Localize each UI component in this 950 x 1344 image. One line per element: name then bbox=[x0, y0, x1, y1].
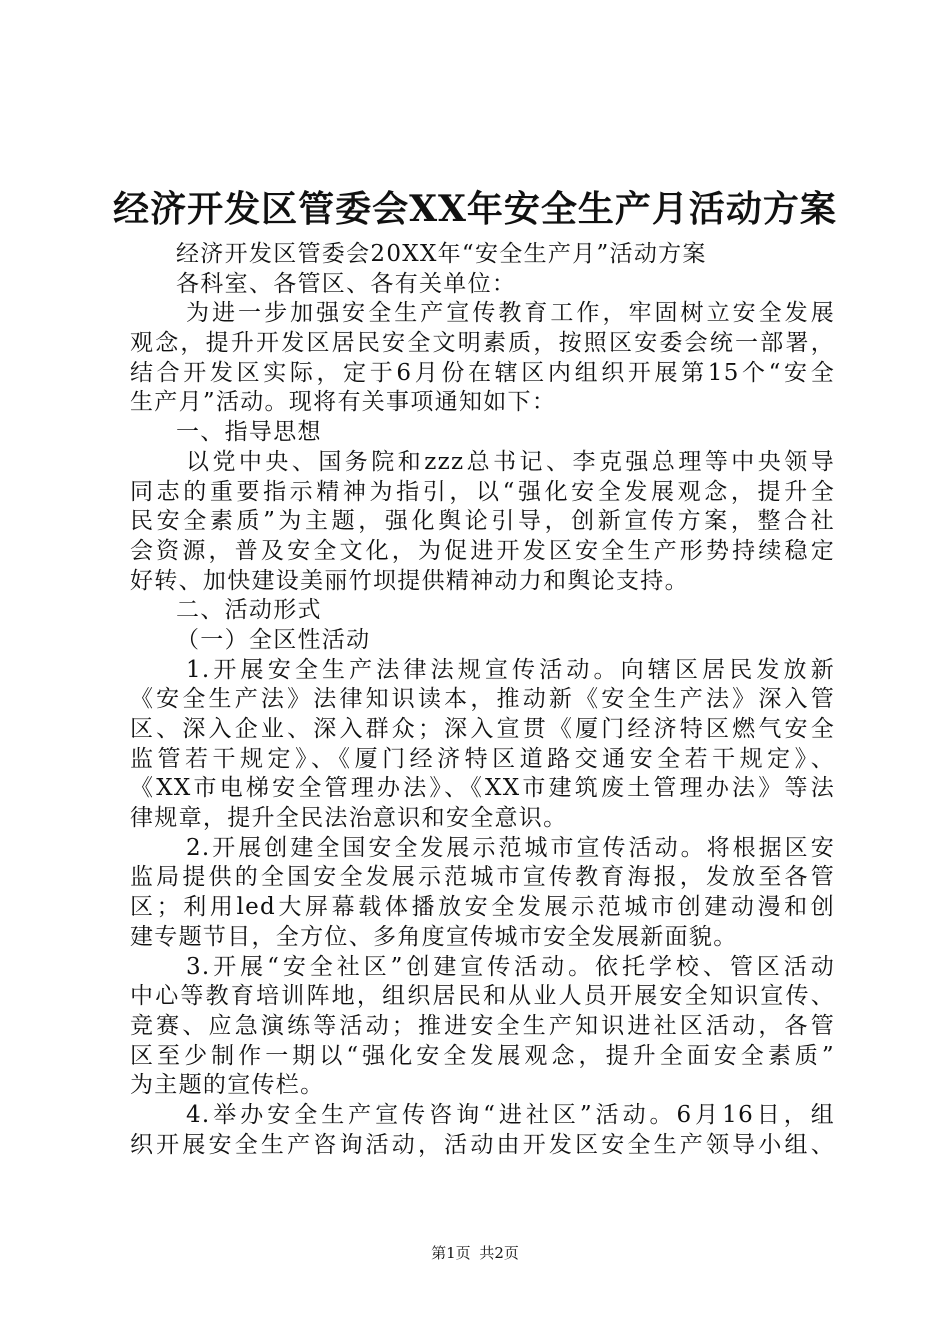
section-heading: 一、指导思想 bbox=[176, 419, 322, 446]
subtitle-line: 经济开发区管委会20XX年“安全生产月”活动方案 bbox=[176, 241, 707, 267]
paragraph-line: 同志的重要指示精神为指引，以“强化安全发展观念，提升全 bbox=[130, 478, 835, 505]
paragraph-line: 民安全素质”为主题，强化舆论引导，创新宣传方案，整合社 bbox=[130, 508, 835, 535]
paragraph-line: 律规章，提升全民法治意识和安全意识。 bbox=[130, 805, 568, 832]
paragraph-line: 《安全生产法》法律知识读本，推动新《安全生产法》深入管 bbox=[130, 686, 835, 713]
paragraph-line: 监局提供的全国安全发展示范城市宣传教育海报，发放至各管 bbox=[130, 864, 835, 891]
paragraph-line: 观念，提升开发区居民安全文明素质，按照区安委会统一部署， bbox=[130, 330, 835, 357]
subsection-heading: （一）全区性活动 bbox=[176, 626, 371, 653]
paragraph-line: 2.开展创建全国安全发展示范城市宣传活动。将根据区安 bbox=[186, 834, 835, 861]
page-total: 共2页 bbox=[479, 1244, 519, 1262]
paragraph-line: 中心等教育培训阵地，组织居民和从业人员开展安全知识宣传、 bbox=[130, 983, 835, 1010]
section-heading: 二、活动形式 bbox=[176, 597, 322, 624]
paragraph-line: 1.开展安全生产法律法规宣传活动。向辖区居民发放新 bbox=[186, 656, 835, 683]
page-footer bbox=[0, 1243, 950, 1263]
paragraph-line: 3.开展“安全社区”创建宣传活动。依托学校、管区活动 bbox=[186, 953, 835, 980]
paragraph-line: 好转、加快建设美丽竹坝提供精神动力和舆论支持。 bbox=[130, 567, 689, 594]
paragraph-line: 竞赛、应急演练等活动；推进安全生产知识进社区活动，各管 bbox=[130, 1012, 835, 1039]
salutation-line: 各科室、各管区、各有关单位： bbox=[176, 270, 517, 297]
paragraph-line: 以党中央、国务院和zzz总书记、李克强总理等中央领导 bbox=[186, 448, 835, 475]
paragraph-line: 区；利用led大屏幕载体播放安全发展示范城市创建动漫和创 bbox=[130, 894, 835, 921]
paragraph-line: 会资源，普及安全文化，为促进开发区安全生产形势持续稳定 bbox=[130, 537, 835, 564]
paragraph-line: 织开展安全生产咨询活动，活动由开发区安全生产领导小组、 bbox=[130, 1131, 835, 1158]
paragraph-line: 区、深入企业、深入群众；深入宣贯《厦门经济特区燃气安全 bbox=[130, 716, 835, 742]
paragraph-line: 为进一步加强安全生产宣传教育工作，牢固树立安全发展 bbox=[186, 300, 835, 327]
document-body bbox=[130, 240, 835, 1160]
paragraph-line: 结合开发区实际，定于6月份在辖区内组织开展第15个“安全 bbox=[130, 359, 835, 386]
paragraph-line: 4.举办安全生产宣传咨询“进社区”活动。6月16日，组 bbox=[186, 1101, 835, 1128]
paragraph-line: 建专题节目，全方位、多角度宣传城市安全发展新面貌。 bbox=[130, 923, 738, 950]
paragraph-line: 生产月”活动。现将有关事项通知如下： bbox=[130, 389, 557, 416]
paragraph-line: 监管若干规定》、《厦门经济特区道路交通安全若干规定》、 bbox=[130, 745, 835, 772]
paragraph-line: 《XX市电梯安全管理办法》、《XX市建筑废土管理办法》等法 bbox=[130, 775, 835, 802]
paragraph-line: 区至少制作一期以“强化安全发展观念，提升全面安全素质” bbox=[130, 1042, 835, 1069]
document-title: 经济开发区管委会XX年安全生产月活动方案 bbox=[113, 188, 837, 230]
paragraph-line: 为主题的宣传栏。 bbox=[130, 1072, 325, 1099]
page-number: 第1页 bbox=[431, 1244, 471, 1262]
